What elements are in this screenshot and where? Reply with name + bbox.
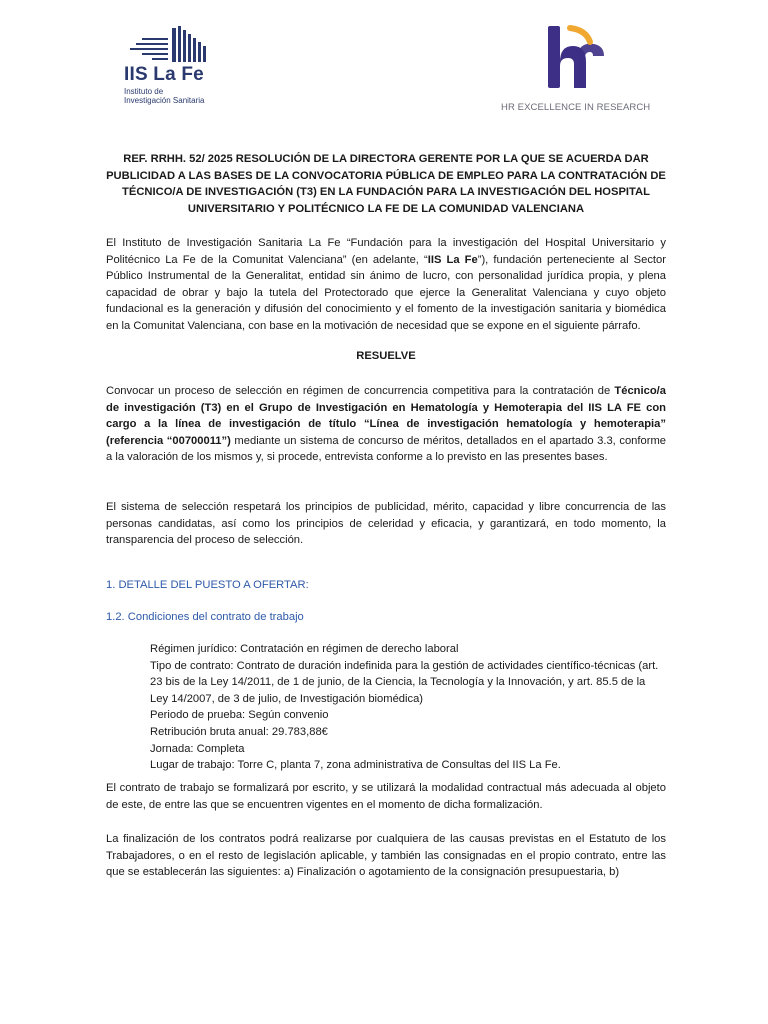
condition-item: Tipo de contrato: Contrato de duración indefinida para la gestión de actividades científico-técnicas (art. 23 bis de la Ley 14/2011, de 1 de junio, de la Ciencia, la Tecnología y la Innovación, y art. 85.5 de la Ley 14/2007, de 3 de julio, de Investigación biomédica) — [150, 659, 659, 705]
condition-item: Lugar de trabajo: Torre C, planta 7, zona administrativa de Consultas del IIS La Fe. — [150, 759, 561, 772]
convocar-paragraph — [106, 383, 666, 466]
formaliza-paragraph: El contrato de trabajo se formalizará por escrito, y se utilizará la modalidad contractual más adecuada al objeto de este, de entre las que se encuentren vigentes en el momento de dicha formalización. — [106, 782, 666, 811]
section-1-2-heading: 1.2. Condiciones del contrato de trabajo — [106, 611, 304, 623]
intro-text-2: ”), fundación perteneciente al Sector Público Instrumental de la Generalitat, entidad sin ánimo de lucro, con personalidad jurídica propia, y plena capacidad de obrar y bajo la tutela del Protectorado que ejerce la Generalitat Valenciana y cuyo objeto fundacional es la generación y difusión del conocimiento y el fomento de la investigación sanitaria y biomédica en la Comunitat Valenciana, con base en la motivación de necesidad que se expone en el siguiente párrafo. — [106, 253, 666, 332]
intro-bold: IIS La Fe — [427, 253, 478, 266]
convocar-text-2: mediante un sistema de concurso de méritos, detallados en el apartado 3.3, conforme a la valoración de los mismos y, si procede, entrevista conforme a lo previsto en las presentes bases. — [106, 434, 666, 464]
condition-item: Jornada: Completa — [150, 742, 245, 755]
conditions-list — [150, 641, 666, 774]
condition-item: Periodo de prueba: Según convenio — [150, 709, 329, 722]
document-title: REF. RRHH. 52/ 2025 RESOLUCIÓN DE LA DIRECTORA GERENTE POR LA QUE SE ACUERDA DAR PUBLICIDAD A LAS BASES DE LA CONVOCATORIA PÚBLICA DE EMPLEO PARA LA CONTRATACIÓN DE TÉCNICO/A DE INVESTIGACIÓN (T3) EN LA FUNDACIÓN PARA LA INVESTIGACIÓN DEL HOSPITAL UNIVERSITARIO Y POLITÉCNICO LA FE DE LA COMUNIDAD VALENCIANA — [106, 153, 666, 215]
condition-item: Retribución bruta anual: 29.783,88€ — [150, 725, 328, 738]
hr-excellence-logo — [500, 22, 650, 116]
intro-text-1: El Instituto de Investigación Sanitaria La Fe “Fundación para la investigación del Hospital Universitario y Politécnico La Fe de la Comunitat Valenciana” (en adelante, “ — [106, 237, 666, 266]
intro-paragraph — [106, 235, 666, 335]
building-icon — [122, 24, 212, 64]
iis-la-fe-logo — [122, 24, 232, 108]
section-1-heading: 1. DETALLE DEL PUESTO A OFERTAR: — [106, 579, 309, 591]
subtitle-line-2: Investigación Sanitaria — [124, 96, 205, 105]
resuelve-heading: RESUELVE — [356, 350, 416, 362]
finalizacion-paragraph: La finalización de los contratos podrá realizarse por cualquiera de las causas previstas en el Estatuto de los Trabajadores, o en el resto de legislación aplicable, y también las consignadas en el propio contrato, entre las que se establecerán las siguientes: a) Finalización o agotamiento de la consignación presupuestaria, b) — [106, 833, 666, 879]
hr-mark-icon — [500, 22, 610, 98]
condition-item: Régimen jurídico: Contratación en régimen de derecho laboral — [150, 643, 459, 655]
sistema-paragraph: El sistema de selección respetará los principios de publicidad, mérito, capacidad y libre concurrencia de las personas candidatas, así como los principios de celeridad y eficacia, y garantizará, en todo momento, la transparencia del proceso de selección. — [106, 501, 666, 547]
convocar-text-1: Convocar un proceso de selección en régimen de concurrencia competitiva para la contratación de — [106, 385, 615, 397]
hr-tagline: HR EXCELLENCE IN RESEARCH — [501, 102, 651, 113]
convocar-bold: Técnico/a de investigación (T3) en el Grupo de Investigación en Hematología y Hemoterapia del IIS LA FE con cargo a la línea de investigación de título “Línea de investigación hematología y hemoterapia” (referencia “00700011”) — [106, 385, 666, 447]
iis-la-fe-brand: IIS La Fe — [124, 64, 204, 85]
iis-la-fe-subtitle — [124, 87, 205, 105]
subtitle-line-1: Instituto de — [124, 87, 164, 96]
